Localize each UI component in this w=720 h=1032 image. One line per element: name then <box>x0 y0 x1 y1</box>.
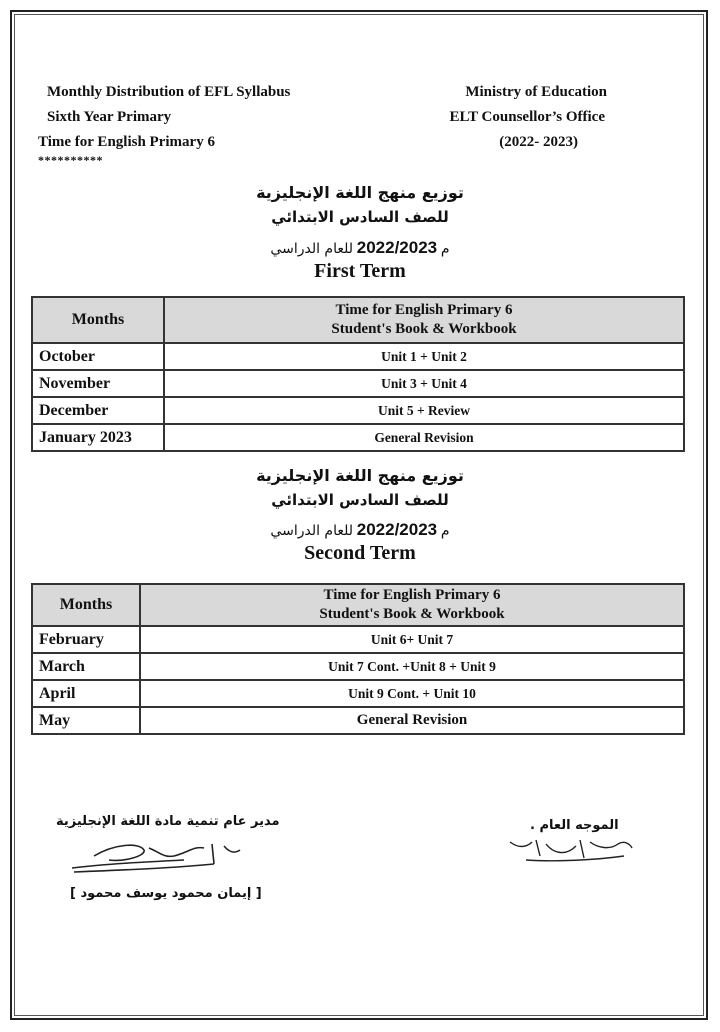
stars-divider: ********** <box>38 153 103 167</box>
second-term-table <box>31 583 685 735</box>
units-cell: Unit 1 + Unit 2 <box>164 343 684 370</box>
units-cell: Unit 6+ Unit 7 <box>140 626 684 653</box>
months-column-header: Months <box>32 297 164 343</box>
months-column-header: Months <box>32 584 140 626</box>
general-supervisor-title: الموجه العام . <box>530 818 619 833</box>
table-row <box>32 397 684 424</box>
table-row <box>32 424 684 451</box>
term2-arabic-class: للصف السادس الابتدائي <box>271 491 449 509</box>
term2-arabic-title: توزيع منهج اللغة الإنجليزية <box>256 466 464 485</box>
ministry-heading: Ministry of Education <box>465 84 607 100</box>
office-heading: ELT Counsellor’s Office <box>449 109 605 125</box>
director-title: مدير عام تنمية مادة اللغة الإنجليزية <box>56 814 280 829</box>
table-row <box>32 653 684 680</box>
book-column-header <box>164 297 684 343</box>
term2-year-value: 2022/2023 <box>356 520 438 539</box>
book-heading: Time for English Primary 6 <box>38 134 215 150</box>
term2-arabic-year <box>0 520 720 540</box>
first-term-title: First Term <box>314 260 406 282</box>
month-cell: March <box>32 653 140 680</box>
book-column-header <box>140 584 684 626</box>
director-signature <box>64 834 254 878</box>
month-cell: May <box>32 707 140 734</box>
table-header-row <box>32 584 684 626</box>
table-header-row <box>32 297 684 343</box>
term1-arabic-year <box>0 238 720 258</box>
book-title: Time for English Primary 6 <box>323 587 501 603</box>
month-cell: January 2023 <box>32 424 164 451</box>
table-row <box>32 626 684 653</box>
units-cell: Unit 7 Cont. +Unit 8 + Unit 9 <box>140 653 684 680</box>
month-cell: October <box>32 343 164 370</box>
term2-year-suffix: م <box>440 523 450 539</box>
director-name: [ إيمان محمود يوسف محمود ] <box>70 886 262 901</box>
table-row <box>32 680 684 707</box>
book-subtitle: Student's Book & Workbook <box>319 606 505 622</box>
term2-year-prefix: للعام الدراسي <box>270 523 354 539</box>
table-row <box>32 370 684 397</box>
term1-arabic-title: توزيع منهج اللغة الإنجليزية <box>256 183 464 202</box>
month-cell: April <box>32 680 140 707</box>
term1-year-value: 2022/2023 <box>356 238 438 257</box>
book-title: Time for English Primary 6 <box>335 302 513 318</box>
month-cell: February <box>32 626 140 653</box>
book-subtitle: Student's Book & Workbook <box>331 321 517 337</box>
units-cell: Unit 3 + Unit 4 <box>164 370 684 397</box>
units-cell: General Revision <box>140 707 684 734</box>
term1-year-prefix: للعام الدراسي <box>270 241 354 257</box>
general-supervisor-signature <box>506 834 636 870</box>
table-row <box>32 707 684 734</box>
units-cell: General Revision <box>164 424 684 451</box>
term1-year-suffix: م <box>440 241 450 257</box>
month-cell: December <box>32 397 164 424</box>
term1-arabic-class: للصف السادس الابتدائي <box>271 208 449 226</box>
first-term-table <box>31 296 685 452</box>
syllabus-heading: Monthly Distribution of EFL Syllabus <box>47 84 291 100</box>
second-term-title: Second Term <box>304 542 416 564</box>
table-row <box>32 343 684 370</box>
month-cell: November <box>32 370 164 397</box>
year-heading: (2022- 2023) <box>499 134 578 150</box>
grade-heading: Sixth Year Primary <box>47 109 172 125</box>
units-cell: Unit 9 Cont. + Unit 10 <box>140 680 684 707</box>
units-cell: Unit 5 + Review <box>164 397 684 424</box>
